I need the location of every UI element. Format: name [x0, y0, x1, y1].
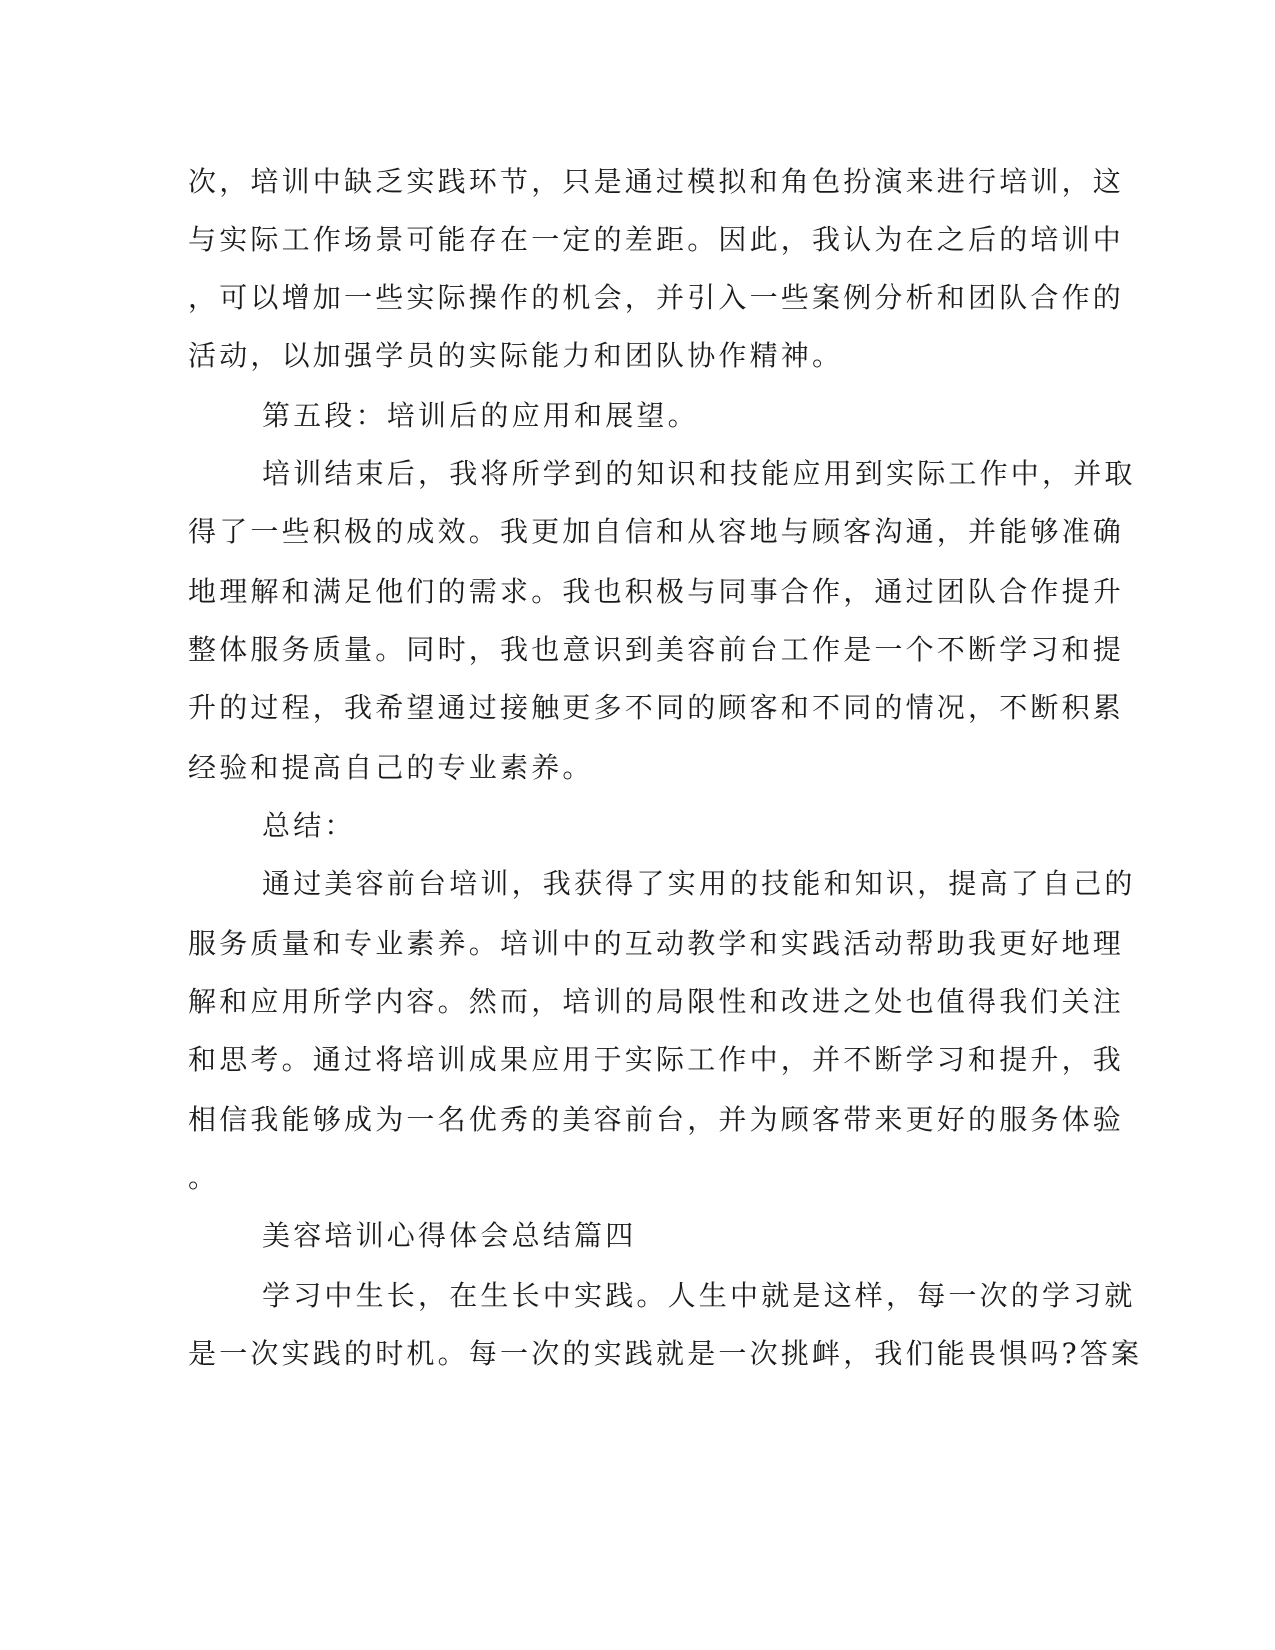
text-line: 次，培训中缺乏实践环节，只是通过模拟和角色扮演来进行培训，这 [188, 165, 1125, 198]
text-line: 相信我能够成为一名优秀的美容前台，并为顾客带来更好的服务体验 [188, 1103, 1125, 1136]
text-line: 通过美容前台培训，我获得了实用的技能和知识，提高了自己的 [262, 867, 1136, 900]
text-line: 活动，以加强学员的实际能力和团队协作精神。 [188, 339, 844, 372]
section-heading: 美容培训心得体会总结篇四 [262, 1219, 637, 1252]
text-line: 地理解和满足他们的需求。我也积极与同事合作，通过团队合作提升 [188, 575, 1125, 608]
text-line: 整体服务质量。同时，我也意识到美容前台工作是一个不断学习和提 [188, 633, 1125, 666]
text-line: 服务质量和专业素养。培训中的互动教学和实践活动帮助我更好地理 [188, 927, 1125, 960]
text-line: 学习中生长，在生长中实践。人生中就是这样，每一次的学习就 [262, 1279, 1136, 1312]
text-line: 解和应用所学内容。然而，培训的局限性和改进之处也值得我们关注 [188, 985, 1125, 1018]
section-heading: 第五段：培训后的应用和展望。 [262, 399, 699, 432]
text-line: 是一次实践的时机。每一次的实践就是一次挑衅，我们能畏惧吗?答案 [188, 1337, 1143, 1370]
text-line: 。 [188, 1161, 220, 1194]
text-line: ，可以增加一些实际操作的机会，并引入一些案例分析和团队合作的 [188, 281, 1125, 314]
text-line: 得了一些积极的成效。我更加自信和从容地与顾客沟通，并能够准确 [188, 515, 1125, 548]
text-line: 培训结束后，我将所学到的知识和技能应用到实际工作中，并取 [262, 457, 1136, 490]
section-heading: 总结： [262, 809, 356, 842]
text-line: 和思考。通过将培训成果应用于实际工作中，并不断学习和提升，我 [188, 1043, 1125, 1076]
text-line: 与实际工作场景可能存在一定的差距。因此，我认为在之后的培训中 [188, 223, 1125, 256]
text-line: 升的过程，我希望通过接触更多不同的顾客和不同的情况，不断积累 [188, 691, 1125, 724]
text-line: 经验和提高自己的专业素养。 [188, 751, 594, 784]
